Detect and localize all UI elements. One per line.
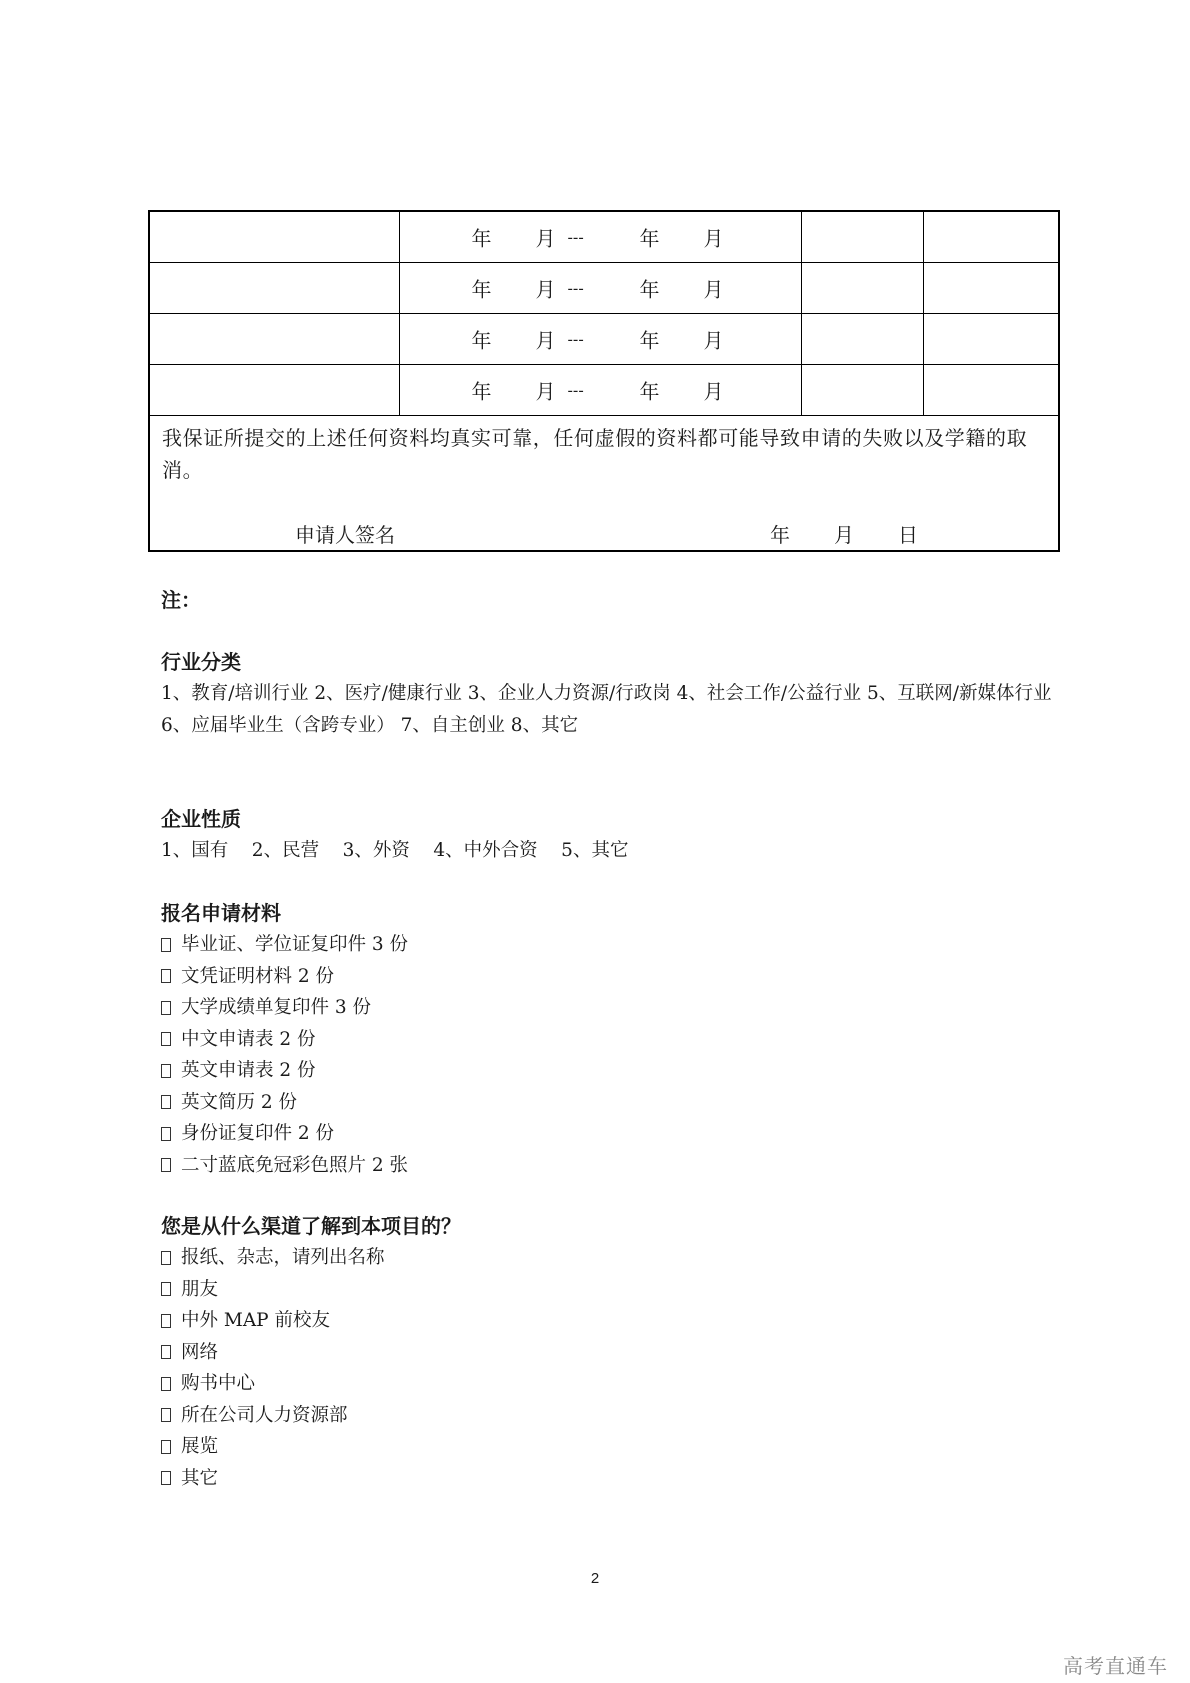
signature-year-label: 年 [770,523,790,547]
period-year-end: 年 [639,328,660,353]
experience-table [148,210,1060,552]
checkbox-icon[interactable] [161,1032,171,1046]
checkbox-icon[interactable] [161,1314,171,1328]
period-month-end: 月 [703,277,724,302]
materials-heading: 报名申请材料 [161,901,281,925]
period-month-end: 月 [703,226,724,251]
table-row [149,211,1059,263]
checklist-label: 展览 [181,1436,219,1457]
period-month-end: 月 [703,328,724,353]
checkbox-icon[interactable] [161,1440,171,1454]
channels-section [161,1210,1061,1494]
position-cell [801,263,923,314]
checklist-label: 网络 [181,1341,219,1363]
materials-list [161,929,1061,1181]
checkbox-icon[interactable] [161,1064,171,1078]
checklist-label: 中文申请表 2 份 [181,1028,316,1050]
checklist-item [161,1337,1061,1369]
org-cell [149,314,399,365]
period-cell [399,365,801,416]
checklist-label: 中外 MAP 前校友 [181,1310,331,1331]
checklist-label: 所在公司人力资源部 [181,1404,348,1426]
org-cell [149,365,399,416]
signature-day-label: 日 [898,523,918,547]
period-year-end: 年 [639,226,660,251]
watermark: 高考直通车 [1063,1654,1168,1678]
checklist-label: 报纸、杂志，请列出名称 [181,1247,385,1268]
enterprise-heading: 企业性质 [161,807,241,831]
enterprise-line: 1、国有 2、民营 3、外资 4、中外合资 5、其它 [161,840,629,861]
checklist-item [161,1431,1061,1463]
checkbox-icon[interactable] [161,938,171,952]
checkbox-icon[interactable] [161,1282,171,1296]
checklist-label: 其它 [181,1467,219,1489]
table-row [149,365,1059,416]
checklist-item [161,1274,1061,1306]
checkbox-icon[interactable] [161,1127,171,1141]
checkbox-icon[interactable] [161,1158,171,1172]
org-cell [149,263,399,314]
checklist-label: 英文简历 2 份 [181,1091,298,1113]
checklist-label: 二寸蓝底免冠彩色照片 2 张 [181,1154,409,1176]
checklist-item [161,1118,1061,1150]
table-row [149,263,1059,314]
period-dash: --- [567,380,584,400]
checklist-item [161,929,1061,961]
period-dash: --- [567,227,584,247]
signature-label: 申请人签名 [295,523,395,547]
channels-list [161,1242,1061,1494]
period-month-start: 月 [535,277,556,302]
checkbox-icon[interactable] [161,1001,171,1015]
checklist-label: 购书中心 [181,1373,256,1394]
checklist-item [161,961,1061,993]
industry-line-2: 6、应届毕业生（含跨专业） 7、自主创业 8、其它 [161,714,579,736]
page-number: 2 [590,1570,600,1587]
checklist-item [161,1305,1061,1337]
checklist-label: 英文申请表 2 份 [181,1060,316,1081]
industry-heading: 行业分类 [161,650,241,674]
checklist-label: 身份证复印件 2 份 [181,1123,335,1144]
period-dash: --- [567,329,584,349]
period-year-start: 年 [471,226,492,251]
period-year-end: 年 [639,277,660,302]
materials-section [161,897,1061,1181]
declaration-text: 我保证所提交的上述任何资料均真实可靠，任何虚假的资料都可能导致申请的失败以及学籍的取消。 [162,426,1028,482]
period-cell [399,211,801,263]
checkbox-icon[interactable] [161,1095,171,1109]
position-cell [801,211,923,263]
checklist-item [161,1087,1061,1119]
checklist-label: 毕业证、学位证复印件 3 份 [181,934,409,955]
checklist-item [161,1055,1061,1087]
checkbox-icon[interactable] [161,1377,171,1391]
checkbox-icon[interactable] [161,1471,171,1485]
checklist-item [161,1150,1061,1182]
period-month-start: 月 [535,226,556,251]
checklist-label: 大学成绩单复印件 3 份 [181,997,372,1018]
period-month-end: 月 [703,379,724,404]
org-cell [149,211,399,263]
checklist-item [161,1242,1061,1274]
signature-month-label: 月 [834,523,854,547]
table-row [149,314,1059,365]
period-year-start: 年 [471,379,492,404]
declaration-cell [149,416,1059,552]
period-cell [399,314,801,365]
industry-cell [923,314,1059,365]
position-cell [801,365,923,416]
checkbox-icon[interactable] [161,1251,171,1265]
checkbox-icon[interactable] [161,969,171,983]
period-year-end: 年 [639,379,660,404]
period-year-start: 年 [471,277,492,302]
industry-cell [923,365,1059,416]
checkbox-icon[interactable] [161,1408,171,1422]
period-month-start: 月 [535,379,556,404]
industry-line-1: 1、教育/培训行业 2、医疗/健康行业 3、企业人力资源/行政岗 4、社会工作/公益行业 5、互联网/新媒体行业 [161,683,1052,704]
enterprise-section [161,803,1061,867]
period-dash: --- [567,278,584,298]
notes-title: 注： [161,588,201,612]
industry-section [161,646,1061,741]
checklist-item [161,1024,1061,1056]
checklist-label: 文凭证明材料 2 份 [181,965,335,987]
checklist-label: 朋友 [181,1278,219,1300]
checkbox-icon[interactable] [161,1345,171,1359]
industry-cell [923,211,1059,263]
industry-cell [923,263,1059,314]
channels-heading: 您是从什么渠道了解到本项目的？ [161,1214,461,1238]
checklist-item [161,1463,1061,1495]
period-cell [399,263,801,314]
checklist-item [161,992,1061,1024]
checklist-item [161,1368,1061,1400]
period-month-start: 月 [535,328,556,353]
position-cell [801,314,923,365]
checklist-item [161,1400,1061,1432]
period-year-start: 年 [471,328,492,353]
notes-title-section [161,584,1061,616]
